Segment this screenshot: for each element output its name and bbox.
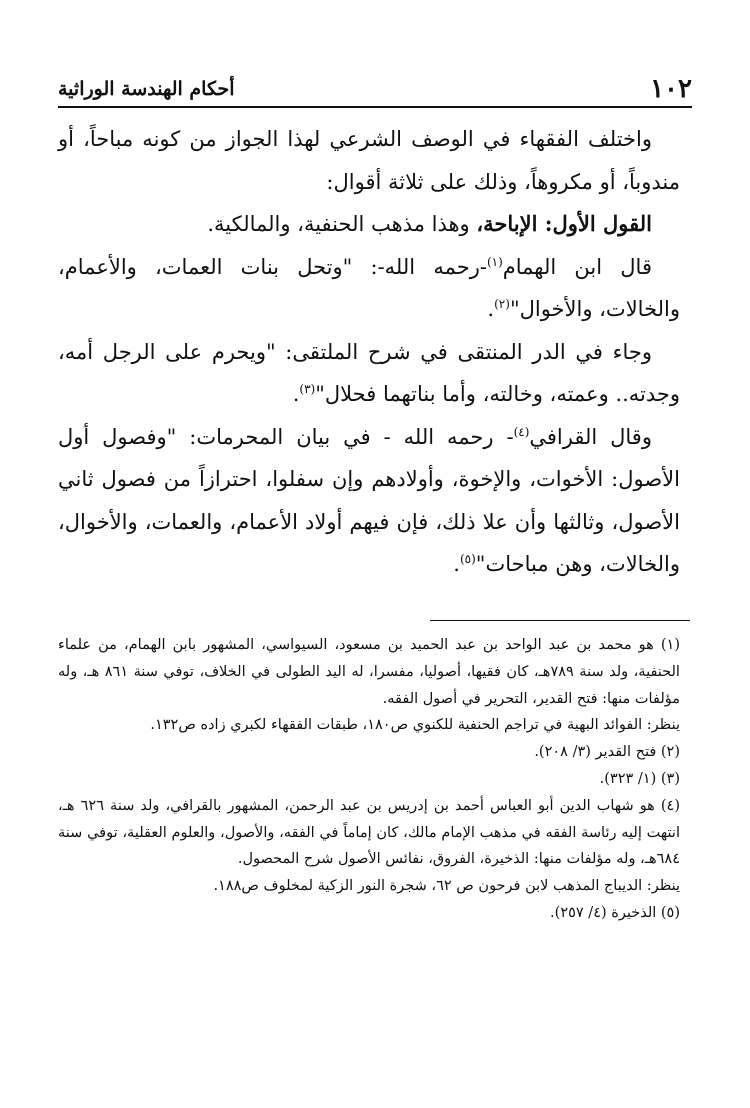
- paragraph-first-opinion: [58, 203, 680, 246]
- first-opinion-heading: القول الأول: الإباحة،: [476, 211, 652, 236]
- paragraph-durr-quote: [58, 331, 680, 416]
- quote-intro-text: قال ابن الهمام: [502, 254, 652, 279]
- running-title: أحكام الهندسة الوراثية: [58, 78, 235, 100]
- quote-text: - رحمه الله - في بيان المحرمات: "وفصول أول الأصول: الأخوات، والإخوة، وأولادهم وإن سفلوا، احترازاً من فصول ثاني الأصول، وثالثها وأن علا ذلك، فإن فيهم أولاد الأعمام، والعمات، والأخوال، والخالات، وهن مباحات": [58, 424, 680, 576]
- footnote-ref-3: (٣): [299, 382, 316, 396]
- footnote-ref-2: (٢): [494, 297, 510, 311]
- paragraph-qarafi-quote: [58, 416, 680, 586]
- quote-text: وجاء في الدر المنتقى في شرح الملتقى: "ويحرم على الرجل أمه، وجدته.. وعمته، وخالته، وأما بناتهما فحلال": [58, 339, 680, 406]
- footnote-ref-1: (١): [486, 254, 503, 269]
- footnote-4: (٤) هو شهاب الدين أبو العباس أحمد بن إدريس بن عبد الرحمن، المشهور بالقرافي، ولد سنة ٦٢٦ هـ، انتهت إليه رئاسة الفقه في مذهب الإمام مالك، كان إماماً في الفقه، والأصول، والعلوم العقلية، توفي سنة ٦٨٤هـ، وله مؤلفات منها: الذخيرة، الفروق، نفائس الأصول شرح المحصول.: [58, 797, 680, 868]
- footnote-ref-5: (٥): [459, 552, 476, 566]
- paragraph-intro: [58, 118, 680, 203]
- quote-text: -رحمه الله-: "وتحل بنات العمات، والأعمام، والخالات، والأخوال": [58, 254, 680, 321]
- footnotes: [58, 632, 680, 927]
- footnote-3: (٣) (١/ ٣٢٣).: [599, 770, 680, 787]
- footnote-separator: [430, 620, 690, 621]
- paragraph-ibn-alhumam-quote: [58, 246, 680, 331]
- footnote-ref-4: (٤): [513, 424, 530, 439]
- quote-end: .: [453, 552, 460, 576]
- main-text: [58, 118, 680, 586]
- footnote-1-sources: ينظر: الفوائد البهية في تراجم الحنفية للكنوي ص١٨٠، طبقات الفقهاء لكبري زاده ص١٣٢.: [150, 717, 680, 734]
- quote-end: .: [487, 297, 495, 321]
- footnote-5: (٥) الذخيرة (٤/ ٢٥٧).: [550, 904, 680, 921]
- page-number: ١٠٢: [650, 74, 692, 104]
- footnote-4-sources: ينظر: الديباج المذهب لابن فرحون ص ٦٢، شجرة النور الزكية لمخلوف ص١٨٨.: [213, 878, 680, 895]
- quote-intro-text: وقال القرافي: [529, 424, 652, 449]
- footnote-2: (٢) فتح القدير (٣/ ٢٠٨).: [534, 744, 680, 761]
- first-opinion-text: وهذا مذهب الحنفية، والمالكية.: [207, 212, 477, 236]
- footnote-1: (١) هو محمد بن عبد الواحد بن عبد الحميد بن مسعود، السيواسي، المشهور بابن الهمام، من علماء الحنفية، ولد سنة ٧٨٩هـ، كان فقيها، أصوليا، مفسرا، له اليد الطولى في الخلاف، توفي سنة ٨٦١ هـ، وله مؤلفات منها: فتح القدير، التحرير في أصول الفقه.: [58, 637, 680, 707]
- paragraph-intro-text: واختلف الفقهاء في الوصف الشرعي لهذا الجواز من كونه مباحاً، أو مندوباً، أو مكروهاً، وذلك على ثلاثة أقوال:: [58, 127, 680, 194]
- page-header: [58, 72, 692, 108]
- quote-end: .: [292, 382, 300, 406]
